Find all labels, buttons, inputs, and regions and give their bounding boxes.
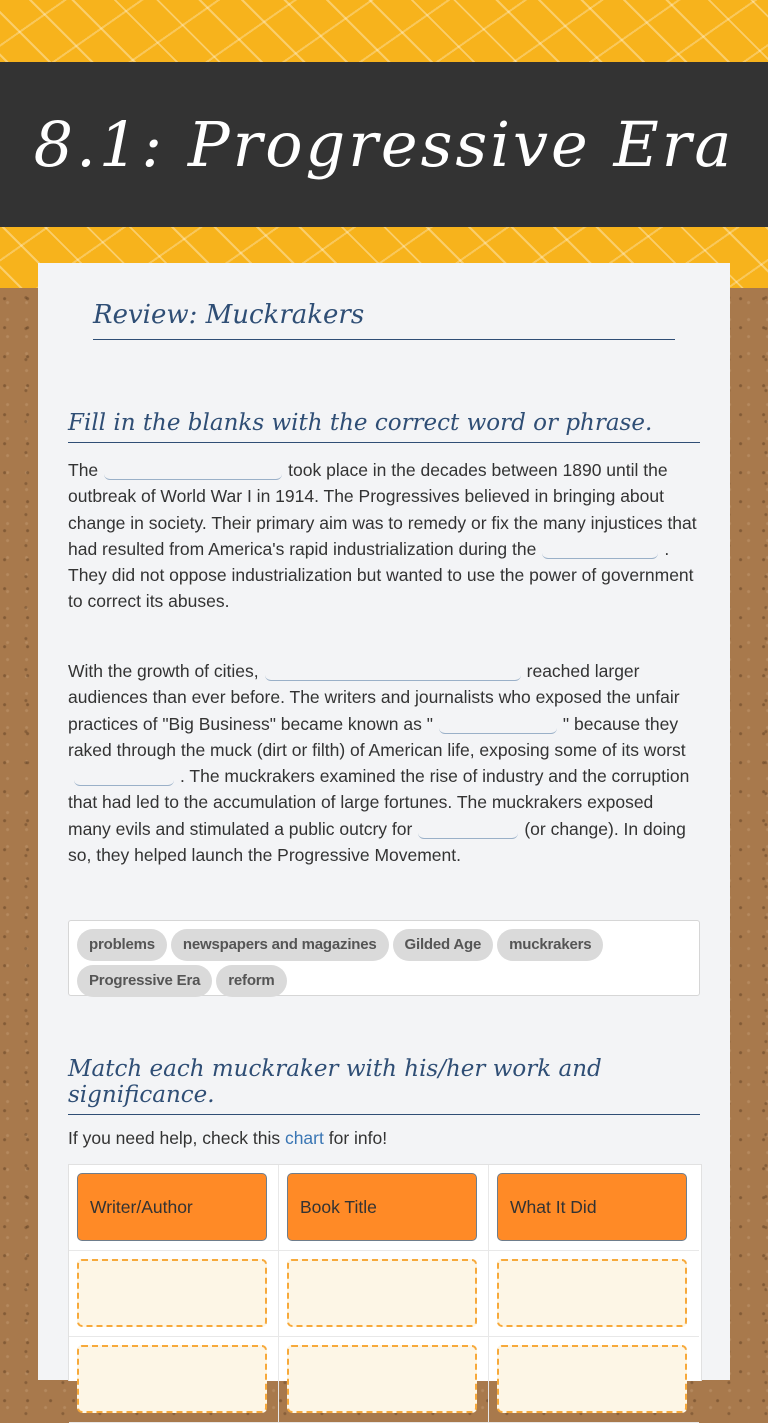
table-cell <box>279 1251 489 1337</box>
word-bank <box>68 920 700 996</box>
column-header-what-it-did: What It Did <box>497 1173 687 1241</box>
review-title: Review: Muckrakers <box>93 295 675 340</box>
blank-field[interactable] <box>439 715 557 734</box>
header-cell <box>279 1165 489 1251</box>
table-cell <box>279 1337 489 1423</box>
table-cell <box>489 1251 699 1337</box>
blank-field[interactable] <box>542 540 658 559</box>
title-banner <box>0 62 768 227</box>
fill-in-heading: Fill in the blanks with the correct word or phrase. <box>68 410 700 443</box>
word-chip[interactable]: newspapers and magazines <box>171 929 389 961</box>
text-segment: The <box>68 460 99 480</box>
text-segment: took place in the decades between 1890 until the outbreak of World War I in 1914. The Progressives believed in bringing about change in society. Their primary aim was to remedy or fix the many injustices that had resulted from America's rapid industrialization during the <box>68 460 697 559</box>
text-segment: . They did not oppose industrialization but wanted to use the power of government to correct its abuses. <box>68 538 694 612</box>
drop-zone[interactable] <box>287 1259 477 1327</box>
drop-zone[interactable] <box>77 1345 267 1413</box>
paragraph-progressives <box>68 457 700 615</box>
hint-text: If you need help, check this <box>68 1128 281 1148</box>
blank-field[interactable] <box>265 662 521 681</box>
blank-field[interactable] <box>74 767 174 786</box>
text-segment: . The muckrakers examined the rise of industry and the corruption that had led to the accumulation of large fortunes. The muckrakers exposed many evils and stimulated a public outcry for <box>68 766 690 839</box>
blank-field[interactable] <box>104 461 282 480</box>
page-title: 8.1: Progressive Era <box>33 108 735 181</box>
drop-zone[interactable] <box>497 1345 687 1413</box>
hint-text: for info! <box>328 1128 388 1148</box>
column-header-writer: Writer/Author <box>77 1173 267 1241</box>
drop-zone[interactable] <box>287 1345 477 1413</box>
column-header-book: Book Title <box>287 1173 477 1241</box>
worksheet-card <box>38 263 730 1380</box>
word-chip[interactable]: Gilded Age <box>393 929 494 961</box>
text-segment: " because they raked through the muck (dirt or filth) of American life, exposing some of its worst <box>68 713 686 760</box>
match-table <box>68 1164 702 1381</box>
text-segment: (or change). In doing so, they helped launch the Progressive Movement. <box>68 818 686 866</box>
word-chip[interactable]: Progressive Era <box>77 965 212 997</box>
paragraph-muckrakers <box>68 658 700 868</box>
header-cell <box>489 1165 699 1251</box>
match-heading: Match each muckraker with his/her work and significance. <box>68 1056 700 1115</box>
header-cell <box>69 1165 279 1251</box>
table-cell <box>489 1337 699 1423</box>
blank-field[interactable] <box>418 820 518 839</box>
table-cell <box>69 1251 279 1337</box>
help-hint <box>68 1128 387 1149</box>
text-segment: reached larger audiences than ever before. The writers and journalists who exposed the unfair practices of "Big Business" became known as " <box>68 661 680 734</box>
word-chip[interactable]: reform <box>216 965 286 997</box>
drop-zone[interactable] <box>497 1259 687 1327</box>
table-cell <box>69 1337 279 1423</box>
word-chip[interactable]: muckrakers <box>497 929 603 961</box>
chart-link[interactable]: chart <box>284 1128 324 1148</box>
word-chip[interactable]: problems <box>77 929 167 961</box>
text-segment: With the growth of cities, <box>68 661 259 681</box>
drop-zone[interactable] <box>77 1259 267 1327</box>
